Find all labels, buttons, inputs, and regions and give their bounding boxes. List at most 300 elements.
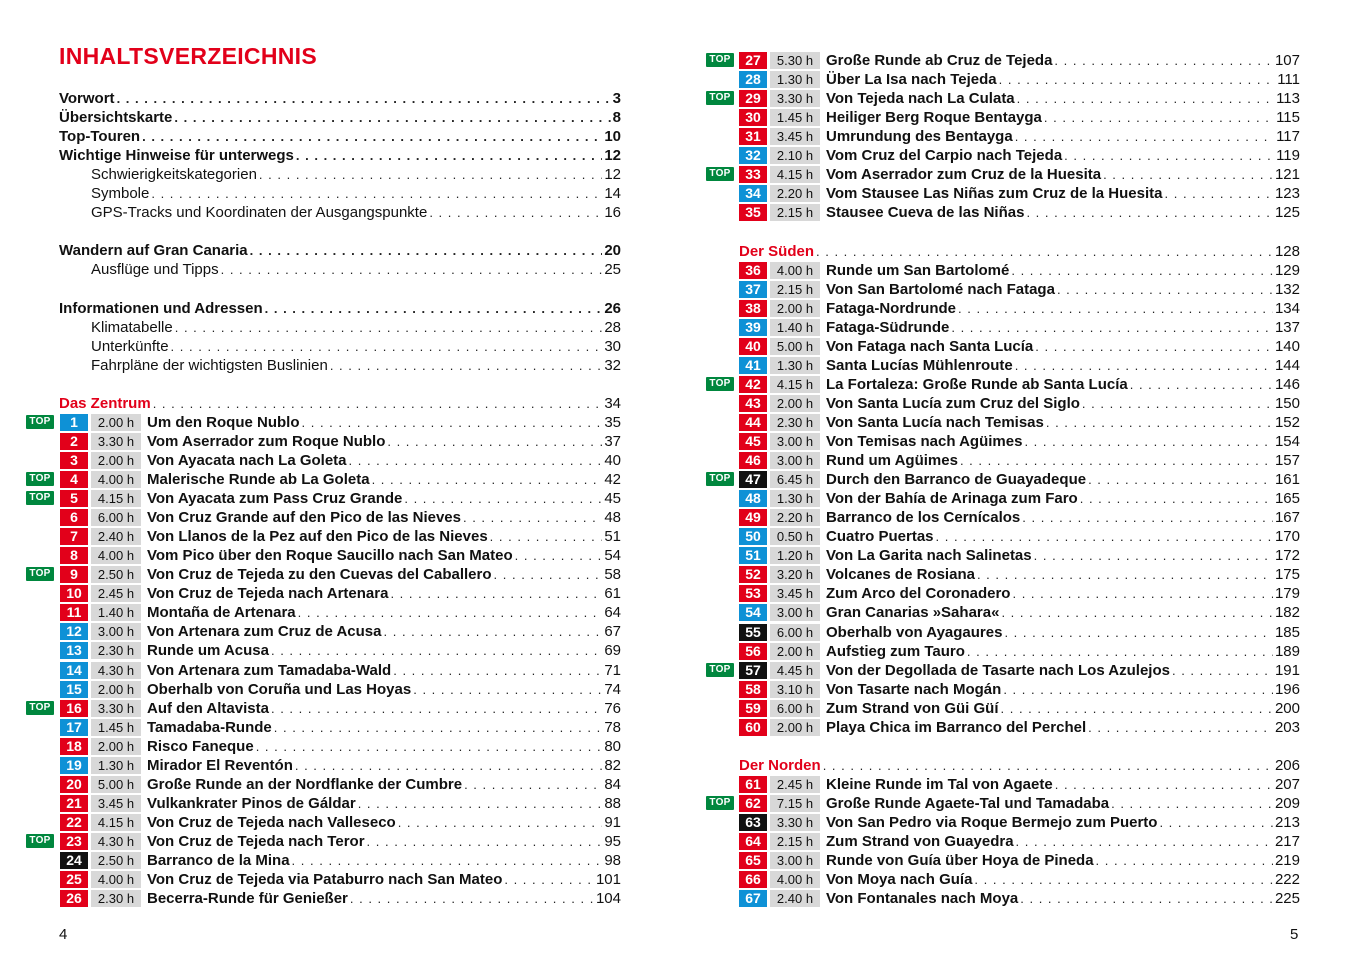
tour-title: Risco Faneque: [147, 737, 254, 755]
toc-tour-row[interactable]: [739, 299, 1300, 318]
toc-tour-row[interactable]: [739, 203, 1300, 222]
toc-tour-row[interactable]: [739, 813, 1300, 832]
toc-tour-row[interactable]: [709, 794, 1300, 813]
dot-leader: [1046, 413, 1273, 432]
tour-duration: 3.30 h: [770, 90, 820, 107]
tour-duration: 4.30 h: [91, 662, 141, 679]
tour-duration: 4.30 h: [91, 833, 141, 850]
page-ref: 123: [1274, 185, 1300, 203]
toc-tour-row[interactable]: [739, 413, 1300, 432]
tour-title: Von Cruz de Tejeda nach Valleseco: [147, 813, 396, 831]
toc-tour-row[interactable]: [739, 280, 1300, 299]
tour-title: Um den Roque Nublo: [147, 413, 300, 431]
tour-duration: 2.15 h: [770, 281, 820, 298]
page-ref: 69: [604, 642, 621, 660]
tour-title: Runde um San Bartolomé: [826, 261, 1010, 279]
toc-section[interactable]: [739, 242, 1300, 261]
page-ref: 45: [604, 490, 621, 508]
tour-number-badge: 19: [60, 757, 88, 774]
toc-tour-row[interactable]: [709, 470, 1300, 489]
tour-title: Zum Strand von Guayedra: [826, 833, 1014, 851]
toc-tour-row[interactable]: [739, 337, 1300, 356]
dot-leader: [1026, 203, 1273, 222]
toc-tour-row[interactable]: [60, 756, 621, 775]
toc-tour-row[interactable]: [709, 375, 1300, 394]
page-ref: 152: [1274, 413, 1300, 431]
tour-title: Über La Isa nach Tejeda: [826, 71, 997, 89]
toc-tour-row[interactable]: [29, 565, 621, 584]
toc-tour-row[interactable]: [29, 832, 621, 851]
tour-duration: 1.40 h: [770, 319, 820, 336]
toc-tour-row[interactable]: [739, 394, 1300, 413]
tour-duration: 4.15 h: [770, 376, 820, 393]
tour-number-badge: 61: [739, 776, 767, 793]
dot-leader: [153, 394, 603, 413]
toc-tour-row[interactable]: [739, 642, 1300, 661]
toc-tour-row[interactable]: [60, 641, 621, 660]
toc-subentry[interactable]: [91, 184, 621, 203]
page-ref: 32: [604, 356, 621, 374]
toc-tour-row[interactable]: [60, 870, 621, 889]
toc-subentry[interactable]: [91, 203, 621, 222]
page-ref: 132: [1274, 280, 1300, 298]
page-ref: 115: [1276, 109, 1300, 127]
toc-tour-row[interactable]: [739, 699, 1300, 718]
page-ref: 71: [604, 661, 621, 679]
toc-tour-row[interactable]: [60, 432, 621, 451]
page-ref: 172: [1274, 547, 1300, 565]
toc-tour-row[interactable]: [739, 70, 1300, 89]
toc-tour-row[interactable]: [29, 413, 621, 432]
entry-label: Ausflüge und Tipps: [91, 261, 219, 279]
toc-tour-row[interactable]: [739, 718, 1300, 737]
tour-duration: 4.15 h: [91, 490, 141, 507]
tour-title: Von Ayacata zum Pass Cruz Grande: [147, 490, 403, 508]
page-ref: 125: [1274, 204, 1300, 222]
toc-subentry[interactable]: [91, 356, 621, 375]
tour-number-badge: 44: [739, 414, 767, 431]
dot-leader: [504, 870, 594, 889]
dot-leader: [1015, 127, 1274, 146]
tour-number-badge: 1: [60, 414, 88, 431]
tour-number-badge: 55: [739, 624, 767, 641]
tour-number-badge: 11: [60, 604, 88, 621]
tour-title: Heiliger Berg Roque Bentayga: [826, 109, 1042, 127]
toc-tour-row[interactable]: [60, 622, 621, 641]
tour-duration: 2.00 h: [770, 643, 820, 660]
tour-number-badge: 65: [739, 852, 767, 869]
dot-leader: [1015, 356, 1273, 375]
dot-leader: [1165, 184, 1273, 203]
page-ref: 117: [1276, 128, 1300, 146]
page-ref: 54: [604, 547, 621, 565]
tour-number-badge: 23: [60, 833, 88, 850]
tour-duration: 2.20 h: [770, 185, 820, 202]
toc-entry[interactable]: [59, 89, 621, 108]
tour-title: Von Tasarte nach Mogán: [826, 680, 1002, 698]
tour-title: Von Artenara zum Cruz de Acusa: [147, 623, 382, 641]
tour-duration: 3.30 h: [770, 814, 820, 831]
tour-duration: 2.00 h: [770, 395, 820, 412]
page-ref: 8: [612, 109, 621, 127]
dot-leader: [259, 165, 602, 184]
toc-tour-row[interactable]: [60, 546, 621, 565]
page-ref: 137: [1274, 318, 1300, 336]
page-ref: 101: [595, 871, 621, 889]
dot-leader: [151, 184, 602, 203]
tour-duration: 2.00 h: [770, 719, 820, 736]
page-ref: 16: [604, 204, 621, 222]
top-badge: TOP: [26, 701, 54, 715]
dot-leader: [295, 756, 602, 775]
page-ref: 113: [1276, 90, 1300, 108]
dot-leader: [1011, 261, 1273, 280]
dot-leader: [398, 813, 603, 832]
toc-section[interactable]: [59, 394, 621, 413]
page-ref: 35: [604, 413, 621, 431]
tour-duration: 4.00 h: [770, 262, 820, 279]
tour-title: Cuatro Puertas: [826, 528, 934, 546]
page-ref: 40: [604, 451, 621, 469]
entry-label: Schwierigkeitskategorien: [91, 166, 257, 184]
page-ref: 61: [604, 585, 621, 603]
tour-duration: 1.45 h: [91, 719, 141, 736]
toc-tour-row[interactable]: [60, 794, 621, 813]
page-ref: 14: [604, 185, 621, 203]
tour-title: Von Fataga nach Santa Lucía: [826, 337, 1034, 355]
tour-number-badge: 45: [739, 433, 767, 450]
tour-title: Von Cruz Grande auf den Pico de las Nieves: [147, 509, 461, 527]
tour-duration: 3.10 h: [770, 681, 820, 698]
tour-duration: 3.30 h: [91, 700, 141, 717]
page-ref: 12: [604, 147, 621, 165]
dot-leader: [292, 851, 603, 870]
tour-duration: 0.50 h: [770, 528, 820, 545]
tour-title: Becerra-Runde für Genießer: [147, 890, 348, 908]
entry-label: GPS-Tracks und Koordinaten der Ausgangspunkte: [91, 204, 428, 222]
dot-leader: [1003, 680, 1273, 699]
tour-title: Große Runde ab Cruz de Tejeda: [826, 52, 1053, 69]
page-ref: 128: [1274, 242, 1300, 260]
tour-number-badge: 8: [60, 547, 88, 564]
toc-tour-row[interactable]: [739, 146, 1300, 165]
page-ref: 111: [1277, 71, 1300, 89]
tour-number-badge: 41: [739, 357, 767, 374]
tour-number-badge: 16: [60, 700, 88, 717]
tour-number-badge: 18: [60, 738, 88, 755]
toc-tour-row[interactable]: [739, 565, 1300, 584]
toc-tour-row[interactable]: [60, 603, 621, 622]
dot-leader: [1012, 584, 1273, 603]
toc-entry[interactable]: [59, 241, 621, 260]
tour-title: Aufstieg zum Tauro: [826, 642, 965, 660]
tour-number-badge: 14: [60, 662, 88, 679]
tour-duration: 2.00 h: [91, 681, 141, 698]
toc-tour-row[interactable]: [739, 261, 1300, 280]
tour-duration: 2.00 h: [91, 738, 141, 755]
page-ref: 121: [1274, 166, 1300, 184]
dot-leader: [1001, 699, 1273, 718]
tour-number-badge: 59: [739, 700, 767, 717]
tour-number-badge: 30: [739, 109, 767, 126]
toc-tour-row[interactable]: [739, 127, 1300, 146]
top-badge: TOP: [706, 472, 734, 486]
page-ref: 104: [595, 890, 621, 908]
tour-number-badge: 63: [739, 814, 767, 831]
tour-number-badge: 51: [739, 547, 767, 564]
tour-duration: 6.45 h: [770, 471, 820, 488]
dot-leader: [1035, 337, 1273, 356]
page-number-left: 4: [59, 926, 68, 943]
tour-duration: 5.00 h: [770, 338, 820, 355]
dot-leader: [1057, 280, 1273, 299]
dot-leader: [393, 661, 602, 680]
page-ref: 37: [604, 432, 621, 450]
tour-number-badge: 15: [60, 681, 88, 698]
tour-duration: 6.00 h: [770, 700, 820, 717]
page-ref: 213: [1274, 814, 1300, 831]
toc-entry[interactable]: [59, 108, 621, 127]
dot-leader: [1088, 718, 1273, 737]
page-ref: 209: [1274, 794, 1300, 812]
toc-tour-row[interactable]: [739, 623, 1300, 642]
toc-tour-row[interactable]: [60, 451, 621, 470]
tour-number-badge: 50: [739, 528, 767, 545]
toc-tour-row[interactable]: [60, 661, 621, 680]
dot-leader: [977, 565, 1273, 584]
tour-number-badge: 36: [739, 262, 767, 279]
entry-label: Wandern auf Gran Canaria: [59, 242, 248, 260]
top-badge: TOP: [26, 415, 54, 429]
page-ref: 222: [1274, 871, 1300, 889]
dot-leader: [349, 451, 603, 470]
tour-title: Vom Aserrador zum Cruz de la Huesita: [826, 166, 1102, 184]
tour-duration: 2.30 h: [91, 890, 141, 907]
page-ref: 88: [604, 794, 621, 812]
toc-tour-row[interactable]: [60, 813, 621, 832]
toc-tour-row[interactable]: [739, 527, 1300, 546]
dot-leader: [142, 127, 602, 146]
page-ref: 119: [1276, 147, 1300, 165]
toc-tour-row[interactable]: [60, 584, 621, 603]
tour-title: Playa Chica im Barranco del Perchel: [826, 718, 1087, 736]
page-ref: 51: [604, 528, 621, 546]
toc-tour-row[interactable]: [739, 108, 1300, 127]
tour-duration: 3.30 h: [91, 433, 141, 450]
tour-number-badge: 4: [60, 471, 88, 488]
page-ref: 165: [1274, 490, 1300, 508]
toc-tour-row[interactable]: [739, 851, 1300, 870]
tour-title: Oberhalb von Coruña und Las Hoyas: [147, 680, 412, 698]
toc-tour-row[interactable]: [739, 432, 1300, 451]
toc-tour-row[interactable]: [739, 832, 1300, 851]
tour-title: Von Cruz de Tejeda zu den Cuevas del Caballero: [147, 566, 492, 584]
entry-label: Top-Touren: [59, 128, 141, 146]
toc-subentry[interactable]: [91, 318, 621, 337]
tour-title: Von Temisas nach Agüimes: [826, 433, 1023, 450]
toc-tour-row[interactable]: [709, 51, 1300, 70]
tour-duration: 1.20 h: [770, 547, 820, 564]
dot-leader: [367, 832, 603, 851]
tour-title: Kleine Runde im Tal von Agaete: [826, 775, 1053, 793]
page-ref: 150: [1274, 394, 1300, 412]
dot-leader: [515, 546, 603, 565]
dot-leader: [960, 451, 1273, 470]
page-ref: 25: [604, 261, 621, 279]
toc-tour-row[interactable]: [739, 318, 1300, 337]
tour-duration: 3.45 h: [91, 795, 141, 812]
tour-number-badge: 64: [739, 833, 767, 850]
dot-leader: [1103, 165, 1273, 184]
tour-duration: 2.30 h: [91, 642, 141, 659]
toc-tour-row[interactable]: [60, 718, 621, 737]
tour-duration: 4.00 h: [770, 871, 820, 888]
dot-leader: [1034, 546, 1273, 565]
tour-title: Vulkankrater Pinos de Gáldar: [147, 794, 356, 812]
tour-duration: 6.00 h: [91, 509, 141, 526]
page-ref: 84: [604, 775, 621, 793]
toc-tour-row[interactable]: [739, 546, 1300, 565]
top-badge: TOP: [26, 491, 54, 505]
toc-tour-row[interactable]: [739, 584, 1300, 603]
toc-tour-row[interactable]: [739, 184, 1300, 203]
toc-tour-row[interactable]: [29, 489, 621, 508]
tour-title: Von der Bahía de Arinaga zum Faro: [826, 490, 1078, 508]
toc-tour-row[interactable]: [739, 356, 1300, 375]
dot-leader: [298, 603, 603, 622]
tour-number-badge: 29: [739, 90, 767, 107]
toc-entry[interactable]: [59, 299, 621, 318]
toc-tour-row[interactable]: [739, 508, 1300, 527]
tour-number-badge: 43: [739, 395, 767, 412]
dot-leader: [1096, 851, 1273, 870]
toc-entry[interactable]: [59, 127, 621, 146]
tour-title: Santa Lucías Mühlenroute: [826, 356, 1013, 374]
page-ref: 12: [604, 166, 621, 184]
toc-tour-row[interactable]: [29, 470, 621, 489]
tour-number-badge: 25: [60, 871, 88, 888]
dot-leader: [490, 527, 603, 546]
dot-leader: [936, 527, 1273, 546]
tour-title: Vom Stausee Las Niñas zum Cruz de la Huesita: [826, 185, 1163, 203]
page-ref: 64: [604, 604, 621, 622]
tour-duration: 2.45 h: [770, 776, 820, 793]
tour-number-badge: 9: [60, 566, 88, 583]
entry-label: Fahrpläne der wichtigsten Buslinien: [91, 356, 328, 374]
toc-tour-row[interactable]: [739, 489, 1300, 508]
toc-tour-row[interactable]: [709, 661, 1300, 680]
tour-duration: 2.40 h: [770, 890, 820, 907]
tour-title: Montaña de Artenara: [147, 604, 296, 622]
tour-duration: 1.40 h: [91, 604, 141, 621]
tour-duration: 5.30 h: [770, 52, 820, 69]
page-ref: 76: [604, 699, 621, 717]
tour-number-badge: 2: [60, 433, 88, 450]
toc-tour-row[interactable]: [60, 851, 621, 870]
toc-entry[interactable]: [59, 146, 621, 165]
toc-subentry[interactable]: [91, 165, 621, 184]
toc-tour-row[interactable]: [739, 451, 1300, 470]
toc-tour-row[interactable]: [60, 737, 621, 756]
dot-leader: [999, 70, 1276, 89]
page-ref: 189: [1274, 642, 1300, 660]
entry-label: Der Norden: [739, 756, 821, 774]
page-ref: 78: [604, 718, 621, 736]
toc-tour-row[interactable]: [60, 680, 621, 699]
toc-tour-row[interactable]: [709, 89, 1300, 108]
top-badge: TOP: [706, 377, 734, 391]
tour-duration: 3.45 h: [770, 128, 820, 145]
tour-duration: 2.40 h: [91, 528, 141, 545]
toc-tour-row[interactable]: [739, 870, 1300, 889]
tour-number-badge: 56: [739, 643, 767, 660]
tour-number-badge: 54: [739, 604, 767, 621]
toc-tour-row[interactable]: [739, 889, 1300, 908]
page-ref: 200: [1274, 699, 1300, 717]
toc-tour-row[interactable]: [709, 165, 1300, 184]
tour-number-badge: 22: [60, 814, 88, 831]
page-ref: 26: [604, 299, 621, 317]
page-ref: 207: [1274, 775, 1300, 793]
tour-title: Von Tejeda nach La Culata: [826, 90, 1015, 108]
toc-subentry[interactable]: [91, 337, 621, 356]
toc-tour-row[interactable]: [60, 508, 621, 527]
top-badge: TOP: [706, 663, 734, 677]
tour-duration: 2.00 h: [770, 300, 820, 317]
page-ref: 107: [1274, 52, 1300, 69]
entry-label: Informationen und Adressen: [59, 299, 263, 317]
dot-leader: [1055, 775, 1273, 794]
tour-title: Von San Bartolomé nach Fataga: [826, 280, 1055, 298]
toc-section[interactable]: [739, 756, 1300, 775]
page-ref: 129: [1274, 261, 1300, 279]
toc-tour-row[interactable]: [739, 775, 1300, 794]
tour-title: Fataga-Nordrunde: [826, 299, 957, 317]
dot-leader: [350, 889, 594, 908]
toc-tour-row[interactable]: [739, 680, 1300, 699]
page-ref: 140: [1274, 337, 1300, 355]
toc-tour-row[interactable]: [60, 775, 621, 794]
page-ref: 95: [604, 832, 621, 850]
tour-number-badge: 6: [60, 509, 88, 526]
toc-tour-row[interactable]: [60, 527, 621, 546]
toc-tour-row[interactable]: [29, 699, 621, 718]
dot-leader: [816, 242, 1273, 261]
tour-duration: 5.00 h: [91, 776, 141, 793]
toc-tour-row[interactable]: [60, 889, 621, 908]
dot-leader: [250, 241, 603, 260]
dot-leader: [1064, 146, 1274, 165]
entry-label: Wichtige Hinweise für unterwegs: [59, 147, 294, 165]
page-ref: 134: [1274, 299, 1300, 317]
page-ref: 28: [604, 318, 621, 336]
page-ref: 157: [1274, 452, 1300, 470]
tour-duration: 7.15 h: [770, 795, 820, 812]
page-title: INHALTSVERZEICHNIS: [59, 43, 317, 69]
top-badge: TOP: [706, 53, 734, 67]
tour-duration: 3.00 h: [770, 852, 820, 869]
tour-title: Oberhalb von Ayagaures: [826, 623, 1003, 641]
tour-duration: 2.20 h: [770, 509, 820, 526]
tour-duration: 4.00 h: [91, 471, 141, 488]
toc-subentry[interactable]: [91, 260, 621, 279]
toc-tour-row[interactable]: [739, 603, 1300, 622]
page-ref: 170: [1274, 528, 1300, 546]
page-ref: 58: [604, 566, 621, 584]
tour-number-badge: 32: [739, 147, 767, 164]
dot-leader: [1159, 813, 1273, 832]
dot-leader: [1088, 470, 1273, 489]
